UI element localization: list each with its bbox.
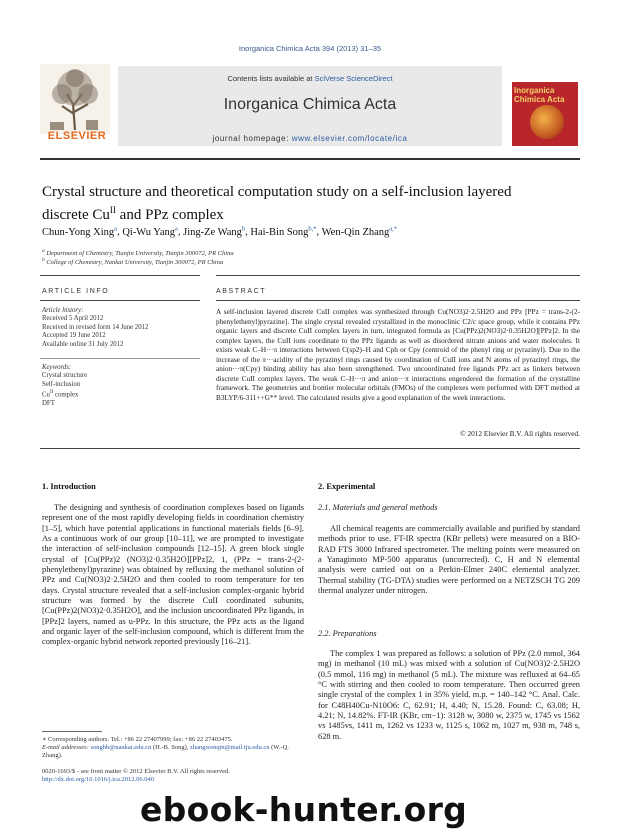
email-song-who: (H.-B. Song), (151, 744, 191, 751)
materials-subsection-title: 2.1. Materials and general methods (318, 503, 438, 512)
preparations-paragraph: The complex 1 was prepared as follows: a solution of PPz (2.0 mmol, 364 mg) in methanol (10 mL) was mixed with a solution of Cu(NO3)2·2.5H2O (0.5 mmol, 116 mg) in methanol (5 mL). The mixture was refluxed at 64–65 °C with stirring and then cooled to room temperature. Then occurred green single crystal of the complex 1 in 35% yield, m.p. = 140–142 °C. Anal. Calc. for C48H40Cu-N10O6: C, 62.91; H, 4.40; N, 15.28. Found: C, 63.08; H, 4.21; N, 14.82%. FT-IR (KBr, cm−1): 3128 w, 3080 w, 2375 w, 1745 vs 1562 vs 1485vs, 1411 m, 1262 vs 1233 w, 1125 s, 1062 m, 1027 m, 938 m, 748 s, 628 m. (318, 649, 580, 741)
info-top-rule (40, 275, 200, 276)
affiliation-a (42, 248, 582, 257)
materials-paragraph: All chemical reagents are commercially available and purified by standard methods prior to use. FT-IR spectra (KBr pellets) were measured on a BIO-RAD FTS 3000 Infrared spectrometer. The melting points were measured on a Yanagimoto MP-500 apparatus (uncorrected). C, H and N elemental analysis were carried out on a Perkin-Elmer 240C elemental analyzer. Thermal stability (TG-DTA) studies were performed on a NETZSCH TG 209 thermal analyzer under nitrogen. (318, 524, 580, 596)
history-accepted: Accepted 19 June 2012 (42, 332, 106, 340)
watermark-text: ebook-hunter.org (140, 790, 468, 829)
footnote-rule (42, 731, 102, 732)
history-label: Article history: (42, 307, 84, 314)
keyword-4: DFT (42, 399, 55, 407)
preparations-column (318, 649, 580, 742)
keywords-label: Keywords: (42, 364, 72, 371)
author-name: Qi-Wu Yang (122, 226, 175, 238)
contents-prefix: Contents lists available at (227, 74, 315, 83)
author[interactable] (322, 227, 397, 238)
author-separator: , (117, 226, 123, 238)
cover-art-icon (530, 105, 564, 139)
email-zhang-link[interactable]: zhangwenqin@mail.tju.edu.cn (190, 744, 270, 751)
intro-paragraph: The designing and synthesis of coordination complexes based on ligands represent one of the most rapidly developing fields in coordination chemistry [1–5], which have potential applications in functional materials fields [6–9]. As a continuous work of our group [10–11], we are prompted to investigate the interaction of self-inclusion compounds [12–15]. A green block single crystal of [Cu(PPz)2 (NO3)2·0.35H2O][PPz]2, 1, (PPz = trans-2-(2-phenylethenyl)pyrazine) was obtained by refluxing the methanol solution of PPz and Cu(NO3)2·2.5H2O and then cooled to room temperature for ten days. Crystal structure revealed that a self-inclusion complex-organic hybrid structure was formed by the discrete CuII coordinated subunits, [Cu(PPz)2(NO3)2·0.35H2O], and the inclusion uncoordinated PPz ligands, in [PPz]2 layers, named as u-PPz. In this structure, the PPz acts as the ligand and organic layer of the self-inclusion compound, which is different from the complex-organic hybrid network reported previously [16–21]. (42, 503, 304, 647)
author-name: Chun-Yong Xing (42, 226, 115, 238)
author[interactable] (122, 227, 178, 238)
keyword-2: Self-inclusion (42, 380, 81, 388)
history-revised: Received in revised form 14 June 2012 (42, 323, 149, 331)
keywords (42, 364, 202, 408)
keyword-3-suffix: complex (53, 391, 79, 399)
author-affiliation-sup: a (174, 225, 178, 232)
cover-title-line2: Chimica Acta (514, 95, 565, 104)
keyword-3-sup: II (49, 390, 54, 396)
affiliation-b (42, 257, 582, 266)
history-received: Received 5 April 2012 (42, 315, 104, 323)
author-name: Jing-Ze Wang (183, 226, 242, 238)
info-mid-rule (40, 358, 200, 359)
journal-homepage (118, 134, 502, 143)
cover-title-line1: Inorganica (514, 86, 555, 95)
author-affiliation-sup: a (114, 225, 118, 232)
author-separator: , (177, 226, 184, 238)
abstract-copyright: © 2012 Elsevier B.V. All rights reserved. (460, 429, 580, 438)
issn-line: 0020-1693/$ - see front matter © 2012 Elsevier B.V. All rights reserved. (42, 768, 230, 775)
article-info-header: ARTICLE INFO (42, 288, 110, 295)
intro-section-title: 1. Introduction (42, 482, 96, 491)
email-song-link[interactable]: songhb@nankai.edu.cn (90, 744, 152, 751)
article-history (42, 307, 202, 349)
history-online: Available online 31 July 2012 (42, 340, 124, 348)
abstract-text: A self-inclusion layered discrete CuII complex was synthesized through Cu(NO3)2·2.5H2O and PPz [PPz = trans-2-(2-phenylethenyl)pyrazine]. The single crystal revealed crystallized in the monoclinic C2/c space group, while it contains PPz organic layers and discrete CuII complex layers in turn, integrated formula as [Cu(PPz)2(NO3)2·0.35H2O][PPz]2. In the complex layers, the CuII ions coordinate to the PPz ligands as well as disordered nitrate anions and water molecules. It exists weak C–H···π interactions between C(sp2)–H and Cph or Cpy (centroid of the phenyl ring or pyrazinyl). Due to the increase of the π···acidity of the pyrazinyl rings caused by coordination of CuII ions and N atoms of pyrazinyl rings, the anion···π(Cpy) binding ability has also been strengthened. Two uncoordinated free ligands PPz act as linkers between discrete CuII complex layers. The weak C–H···π and anion···π interactions engendered the formation of the crystalline framework. The geometries and frontier molecular orbitals (FMOs) of the complexes were performed with DFT method at B3LYP/6-311++G** level. The calculated results give a good explanation of the week interactions. (216, 307, 580, 402)
journal-reference: Inorganica Chimica Acta 394 (2013) 31–35 (238, 44, 382, 53)
intro-column (42, 503, 304, 648)
sciencedirect-link[interactable]: SciVerse ScienceDirect (314, 74, 393, 83)
article-title (42, 183, 582, 224)
contents-line (118, 74, 502, 83)
author[interactable] (183, 227, 245, 238)
cover-title (514, 86, 576, 104)
author-affiliation-sup: b,* (308, 225, 317, 232)
elsevier-tree-logo-icon (40, 64, 110, 134)
keyword-1: Crystal structure (42, 372, 88, 380)
keyword-3-text: Cu (42, 391, 50, 399)
title-line-2-prefix: discrete Cu (42, 207, 110, 223)
email-zhang-who: (W.-Q. Zhang). (42, 744, 289, 759)
author-affiliation-sup: b (241, 225, 246, 232)
affiliation-a-sup: a (42, 248, 45, 254)
author-separator: , (316, 226, 322, 238)
title-line-2-suffix: and PPz complex (115, 207, 224, 223)
author-list (42, 225, 582, 238)
author-name: Hai-Bin Song (250, 226, 309, 238)
abstract-header-rule (216, 300, 580, 301)
homepage-link[interactable]: www.elsevier.com/locate/ica (291, 134, 408, 143)
author-affiliation-sup: a,* (389, 225, 398, 232)
abstract-top-rule (216, 275, 580, 276)
preparations-subsection-title: 2.2. Preparations (318, 629, 377, 638)
header-divider (40, 158, 580, 160)
journal-title: Inorganica Chimica Acta (223, 96, 397, 113)
title-line-2 (42, 201, 582, 224)
email-line (42, 744, 302, 760)
keyword-3 (42, 389, 202, 400)
homepage-prefix: journal homepage: (212, 134, 292, 143)
author-separator: , (245, 226, 251, 238)
abstract-header: ABSTRACT (216, 288, 267, 295)
title-line-2-sup: II (109, 205, 116, 215)
info-header-rule (40, 300, 200, 301)
corresponding-footnote (42, 736, 302, 760)
email-label: E-mail addresses: (42, 744, 91, 751)
corresponding-authors: ∗ Corresponding authors. Tel.: +86 22 27407999; fax: +86 22 27403475. (42, 736, 233, 743)
title-line-1: Crystal structure and theoretical computation study on a self-inclusion layered (42, 184, 512, 200)
affiliation-b-sup: b (42, 257, 45, 263)
abstract-bottom-rule (40, 448, 580, 449)
issn-block (42, 768, 302, 784)
doi-link[interactable]: http://dx.doi.org/10.1016/j.ica.2012.06.040 (42, 776, 155, 783)
author[interactable] (42, 227, 117, 238)
experimental-section-title: 2. Experimental (318, 482, 376, 491)
affiliation-b-text: College of Chemistry, Nankai University, Tianjin 300072, PR China (46, 259, 224, 267)
publisher-wordmark: ELSEVIER (47, 130, 107, 142)
author-name: Wen-Qin Zhang (321, 226, 390, 238)
materials-column (318, 524, 580, 596)
author[interactable] (250, 227, 316, 238)
affiliation-a-text: Department of Chemistry, Tianjin University, Tianjin 300072, PR China (46, 250, 234, 258)
